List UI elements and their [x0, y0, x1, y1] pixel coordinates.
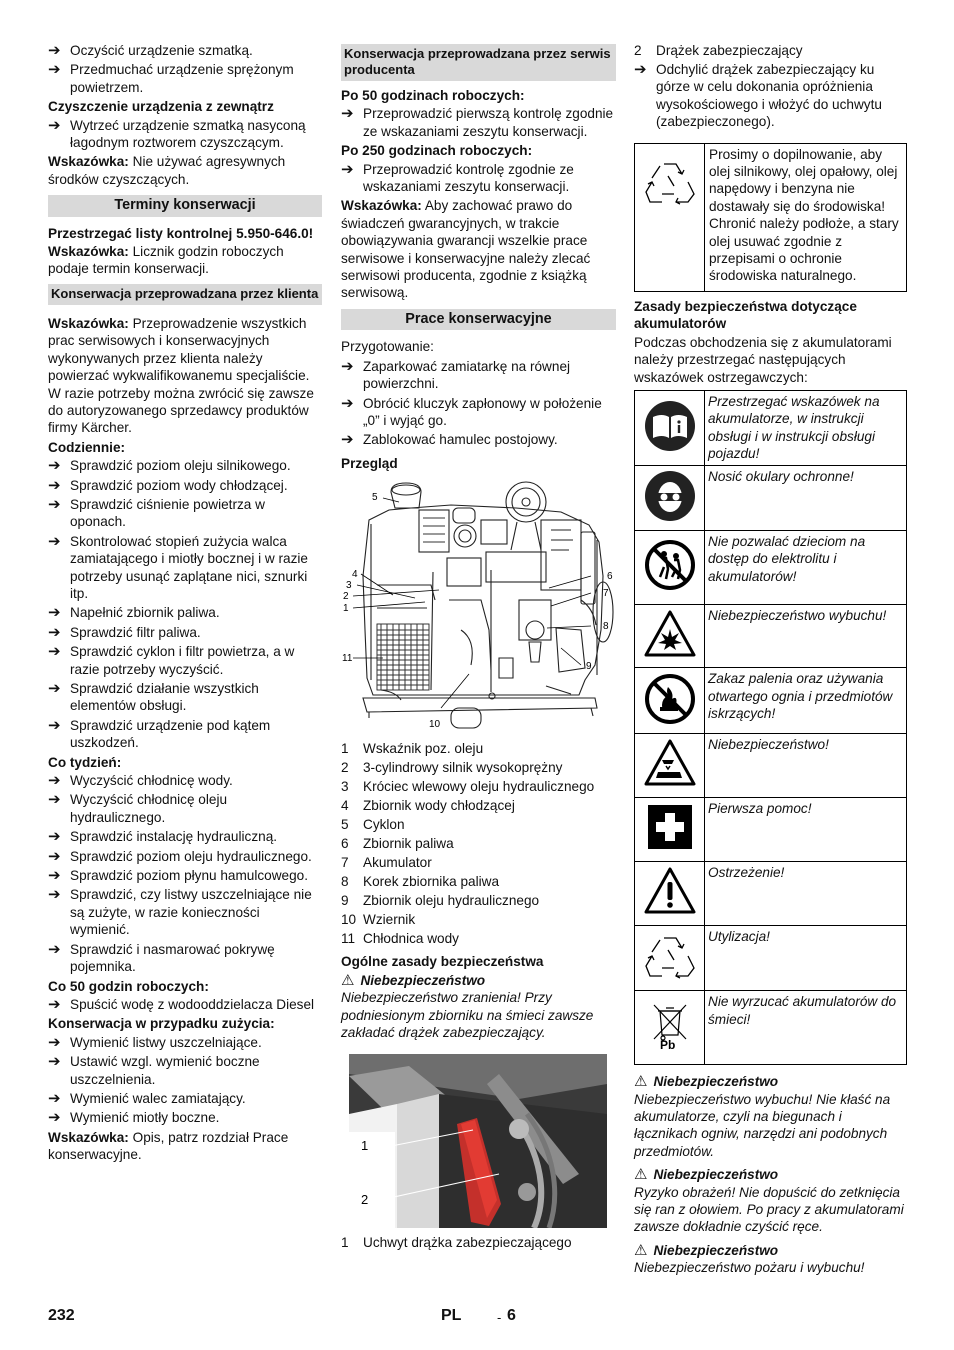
arrow-icon: ➔ [48, 791, 61, 809]
symbol-text: Nosić okulary ochronne! [705, 465, 907, 530]
no-fire-icon [635, 668, 705, 734]
table-row [635, 991, 907, 1065]
prep-list [341, 358, 616, 449]
diagram-label: 3 [346, 580, 352, 592]
danger-heading: ⚠ Niebezpieczeństwo [634, 1241, 779, 1259]
column-2 [341, 42, 616, 1253]
battery-heading: Zasady bezpieczeństwa dotyczące akumulatorów [634, 298, 857, 332]
list-item: ➔ Sprawdzić ciśnienie powietrza w oponach. [48, 495, 265, 530]
symbol-text: Nie wyrzucać akumulatorów do śmieci! [705, 991, 907, 1065]
danger-text: Niebezpieczeństwo zranienia! Przy podniesionym zbiorniku na śmieci zawsze zakładać drążek zabezpieczający. [341, 990, 594, 1041]
arrow-icon: ➔ [48, 1089, 61, 1107]
part-item: 11 Chłodnica wody [341, 931, 459, 947]
footer-separator: - [497, 1310, 502, 1325]
part-item: 3 Króciec wlewowy oleju hydraulicznego [341, 779, 595, 795]
arrow-icon: ➔ [48, 457, 61, 475]
table-row [635, 734, 907, 797]
arrow-icon: ➔ [48, 1033, 61, 1051]
list-item: ➔ Napełnić zbiornik paliwa. [48, 604, 220, 622]
section-terms: Terminy konserwacji [48, 195, 322, 216]
pb-label: Pb [659, 1038, 675, 1050]
wear-list [48, 1034, 322, 1127]
weekly-heading: Co tydzień: [48, 754, 122, 770]
section-works: Prace konserwacyjne [341, 309, 616, 330]
bin-crossed-icon [635, 991, 705, 1065]
arrow-icon: ➔ [48, 995, 61, 1013]
machine-diagram [341, 480, 616, 734]
overview-heading: Przegląd [341, 455, 398, 471]
danger-heading: ⚠ Niebezpieczeństwo [634, 1166, 779, 1184]
recycle-icon [635, 144, 705, 291]
list-item: ➔ Sprawdzić filtr paliwa. [48, 623, 201, 641]
warning-triangle-icon: ⚠ [634, 1073, 648, 1091]
list-item: ➔ Sprawdzić poziom wody chłodzącej. [48, 476, 288, 494]
list-item: ➔ Sprawdzić i nasmarować pokrywę pojemnika. [48, 940, 275, 975]
part-item: 1 Wskaźnik poz. oleju [341, 741, 484, 757]
list-item: ➔ Przeprowadzić kontrolę zgodnie ze wskazaniami zeszytu konserwacji. [341, 160, 574, 195]
arrow-icon: ➔ [341, 431, 354, 449]
table-row [635, 604, 907, 667]
daily-heading: Codziennie: [48, 439, 126, 455]
arrow-icon: ➔ [48, 604, 61, 622]
danger-text: Ryzyko obrażeń! Nie dopuścić do zetknięcia się ran z ołowiem. Po pracy z akumulatorami zawsze dokładnie czyścić ręce. [634, 1184, 904, 1235]
arrow-icon: ➔ [341, 357, 354, 375]
arrow-icon: ➔ [48, 643, 61, 661]
arrow-icon: ➔ [48, 532, 61, 550]
checklist-note: Przestrzegać listy kontrolnej 5.950-646.0! [48, 225, 314, 241]
part-item: 7 Akumulator [341, 855, 432, 871]
list-item: ➔ Skontrolować stopień zużycia walca zamiatającego i miotły bocznej i w razie potrzeby usunąć zaplątane nici, sznurki itp. [48, 532, 308, 601]
section-page-number: 6 [507, 1307, 516, 1324]
warning-icon [635, 861, 705, 925]
goggles-icon [635, 465, 705, 530]
battery-symbol-table [634, 390, 907, 1065]
arrow-icon: ➔ [48, 772, 61, 790]
symbol-text: Utylizacja! [705, 925, 907, 990]
arrow-icon: ➔ [341, 394, 354, 412]
part-item: 9 Zbiornik oleju hydraulicznego [341, 893, 540, 909]
list-item: ➔ Wyczyścić chłodnicę wody. [48, 772, 233, 790]
list-item: ➔ Wymienić listwy uszczelniające. [48, 1033, 262, 1051]
list-item: ➔ Spuścić wodę z wodooddzielacza Diesel [48, 995, 315, 1013]
list-item: ➔ Wytrzeć urządzenie szmatką nasyconą łagodnym roztworem czyszczącym. [48, 116, 306, 151]
parts-list [341, 740, 616, 947]
note: Wskazówka: Opis, patrz rozdział Prace konserwacyjne. [48, 1129, 289, 1163]
photo-drawing [349, 1054, 607, 1228]
danger-text: Niebezpieczeństwo wybuchu! Nie kłaść na akumulatorze, czyli na biegunach i łącznikach ogniw, narzędzi ani podobnych przedmiotów. [634, 1091, 891, 1159]
language-code: PL [441, 1307, 462, 1324]
h50-heading: Co 50 godzin roboczych: [48, 978, 209, 994]
arrow-icon: ➔ [48, 495, 61, 513]
note: Wskazówka: Aby zachować prawo do świadczeń gwarancyjnych, w trakcie obowiązywania gwarancji wszelkie prace serwisowe i konserwacyjne należy zlecać serwisowi producenta, zgodnie z książką serwisową. [341, 198, 591, 301]
list-item: ➔ Zaparkować zamiatarkę na równej powierzchni. [341, 357, 571, 392]
list-item: ➔ Sprawdzić instalację hydrauliczną. [48, 828, 278, 846]
part-item: 8 Korek zbiornika paliwa [341, 874, 500, 890]
photo-part: 2 Drążek zabezpieczający [634, 43, 803, 58]
h50-list [48, 996, 322, 1013]
table-row [635, 797, 907, 861]
arrow-icon: ➔ [48, 1109, 61, 1127]
list-item: ➔ Wymienić miotły boczne. [48, 1109, 220, 1127]
arrow-icon: ➔ [48, 623, 61, 641]
sub-service: Konserwacja przeprowadzana przez serwis producenta [341, 44, 616, 81]
general-safety-heading: Ogólne zasady bezpieczeństwa [341, 953, 544, 969]
list-item: ➔ Sprawdzić, czy listwy uszczelniające nie są zużyte, w razie konieczności wymienić. [48, 886, 312, 938]
list-item: ➔ Ustawić wzgl. wymienić boczne uszczelnienia. [48, 1053, 260, 1087]
wear-heading: Konserwacja w przypadku zużycia: [48, 1016, 275, 1032]
photo-label: 2 [361, 1191, 369, 1207]
photo-part: 1 Uchwyt drążka zabezpieczającego [341, 1234, 572, 1250]
machine-drawing [341, 480, 616, 734]
manual-icon [635, 390, 705, 465]
list-item: ➔ Sprawdzić poziom płynu hamulcowego. [48, 867, 309, 885]
column-3 [634, 42, 907, 1279]
prep-label: Przygotowanie: [341, 339, 434, 355]
list-item: ➔ Przedmuchać urządzenie sprężonym powietrzem. [48, 61, 294, 95]
diagram-label: 5 [372, 492, 378, 504]
list-item: ➔ Sprawdzić działanie wszystkich elementów obsługi. [48, 680, 259, 714]
battery-intro: Podczas obchodzenia się z akumulatorami należy przestrzegać następujących wskazówek ostrzegawczych: [634, 334, 892, 385]
diagram-label: 10 [429, 719, 441, 731]
column-1 [48, 42, 322, 1166]
danger-heading: ⚠ Niebezpieczeństwo [341, 971, 486, 989]
explosion-icon [635, 604, 705, 667]
list-item: ➔ Sprawdzić poziom oleju hydraulicznego. [48, 847, 312, 865]
environment-text: Prosimy o dopilnowanie, aby olej silnikowy, olej opałowy, olej napędowy i benzyna nie dostawały się do środowiska! Chronić należy podłoże, a stary olej usuwać zgodnie z przepisami o ochronie środowiska naturalnego. [709, 146, 899, 284]
table-row [635, 465, 907, 530]
after50-heading: Po 50 godzinach roboczych: [341, 88, 525, 103]
symbol-text: Ostrzeżenie! [705, 861, 907, 925]
arrow-icon: ➔ [48, 886, 61, 904]
warning-triangle-icon: ⚠ [341, 971, 355, 989]
environment-notice [634, 143, 907, 292]
diagram-label: 4 [352, 569, 358, 581]
list-item: ➔ Wyczyścić chłodnicę oleju hydraulicznego. [48, 791, 228, 825]
arrow-icon: ➔ [48, 716, 61, 734]
list-item: ➔ Oczyścić urządzenie szmatką. [48, 42, 253, 59]
list-item: ➔ Zablokować hamulec postojowy. [341, 431, 558, 449]
safety-bar-photo [349, 1054, 607, 1228]
part-item: 4 Zbiornik wody chłodzącej [341, 798, 515, 814]
arrow-icon: ➔ [48, 940, 61, 958]
part-item: 5 Cyklon [341, 817, 405, 833]
list-item: ➔ Sprawdzić urządzenie pod kątem uszkodzeń. [48, 716, 271, 751]
arrow-icon: ➔ [48, 847, 61, 865]
note: Wskazówka: Przeprowadzenie wszystkich prac serwisowych i konserwacyjnych wykonywanych przez klienta należy powierzać wykwalifikowanemu specjaliście. W razie potrzeby można zwrócić się zawsze do autoryzowanego sprzedawcy produktów firmy Kärcher. [48, 315, 314, 436]
list-item: ➔ Obrócić kluczyk zapłonowy w położenie „0” i wyjąć go. [341, 394, 602, 428]
first-aid-icon [635, 797, 705, 861]
warning-triangle-icon: ⚠ [634, 1166, 648, 1184]
symbol-text: Pierwsza pomoc! [705, 797, 907, 861]
page-number: 232 [48, 1307, 75, 1324]
note: Wskazówka: Nie używać agresywnych środków czyszczących. [48, 154, 286, 187]
list-item: ➔ Sprawdzić poziom oleju silnikowego. [48, 457, 291, 475]
ext-clean-heading: Czyszczenie urządzenia z zewnątrz [48, 99, 274, 115]
part-item: 2 3-cylindrowy silnik wysokoprężny [341, 760, 563, 776]
diagram-label: 2 [343, 591, 349, 603]
recycle-icon [635, 925, 705, 990]
after250-heading: Po 250 godzinach roboczych: [341, 143, 533, 159]
table-row [635, 925, 907, 990]
arrow-icon: ➔ [48, 476, 61, 494]
diagram-label: 1 [343, 603, 349, 615]
sub-client: Konserwacja przeprowadzana przez klienta [48, 284, 322, 305]
arrow-icon: ➔ [48, 680, 61, 697]
diagram-label: 7 [603, 588, 609, 600]
danger-heading: ⚠ Niebezpieczeństwo [634, 1073, 779, 1091]
table-row [635, 861, 907, 925]
list-item: ➔ Sprawdzić cyklon i filtr powietrza, a w razie potrzeby wyczyścić. [48, 643, 295, 677]
symbol-text: Nie pozwalać dzieciom na dostęp do elektrolitu i akumulatorów! [705, 530, 907, 604]
list-item: ➔ Wymienić walec zamiatający. [48, 1089, 246, 1107]
symbol-text: Niebezpieczeństwo! [705, 734, 907, 797]
part-item: 6 Zbiornik paliwa [341, 836, 454, 852]
symbol-text: Przestrzegać wskazówek na akumulatorze, w instrukcji obsługi i w instrukcji obsługi pojazdu! [705, 390, 907, 465]
table-row [635, 530, 907, 604]
corrosive-icon [635, 734, 705, 797]
diagram-label: 11 [342, 653, 353, 665]
diagram-label: 6 [607, 571, 613, 583]
weekly-list [48, 772, 322, 975]
table-row [635, 668, 907, 734]
arrow-icon: ➔ [48, 1053, 61, 1071]
symbol-text: Niebezpieczeństwo wybuchu! [705, 604, 907, 667]
symbol-text: Zakaz palenia oraz używania otwartego ognia i przedmiotów iskrzących! [705, 668, 907, 734]
diagram-label: 9 [586, 661, 592, 673]
no-children-icon [635, 530, 705, 604]
danger-text: Niebezpieczeństwo pożaru i wybuchu! [634, 1260, 865, 1276]
arrow-icon: ➔ [48, 867, 61, 885]
list-item: ➔ Odchylić drążek zabezpieczający ku górze w celu dokonania opróżnienia wysokościowego i włożyć do uchwytu (zabezpieczonego). [634, 61, 882, 130]
arrow-icon: ➔ [48, 828, 61, 846]
diagram-label: 8 [603, 621, 609, 633]
photo-label: 1 [361, 1137, 369, 1153]
list-item: ➔ Przeprowadzić pierwszą kontrolę zgodnie ze wskazaniami zeszytu konserwacji. [341, 105, 614, 139]
note: Wskazówka: Licznik godzin roboczych podaje termin konserwacji. [48, 244, 284, 277]
table-row [635, 390, 907, 465]
warning-triangle-icon: ⚠ [634, 1241, 648, 1259]
part-item: 10 Wziernik [341, 912, 416, 928]
daily-list [48, 457, 322, 752]
